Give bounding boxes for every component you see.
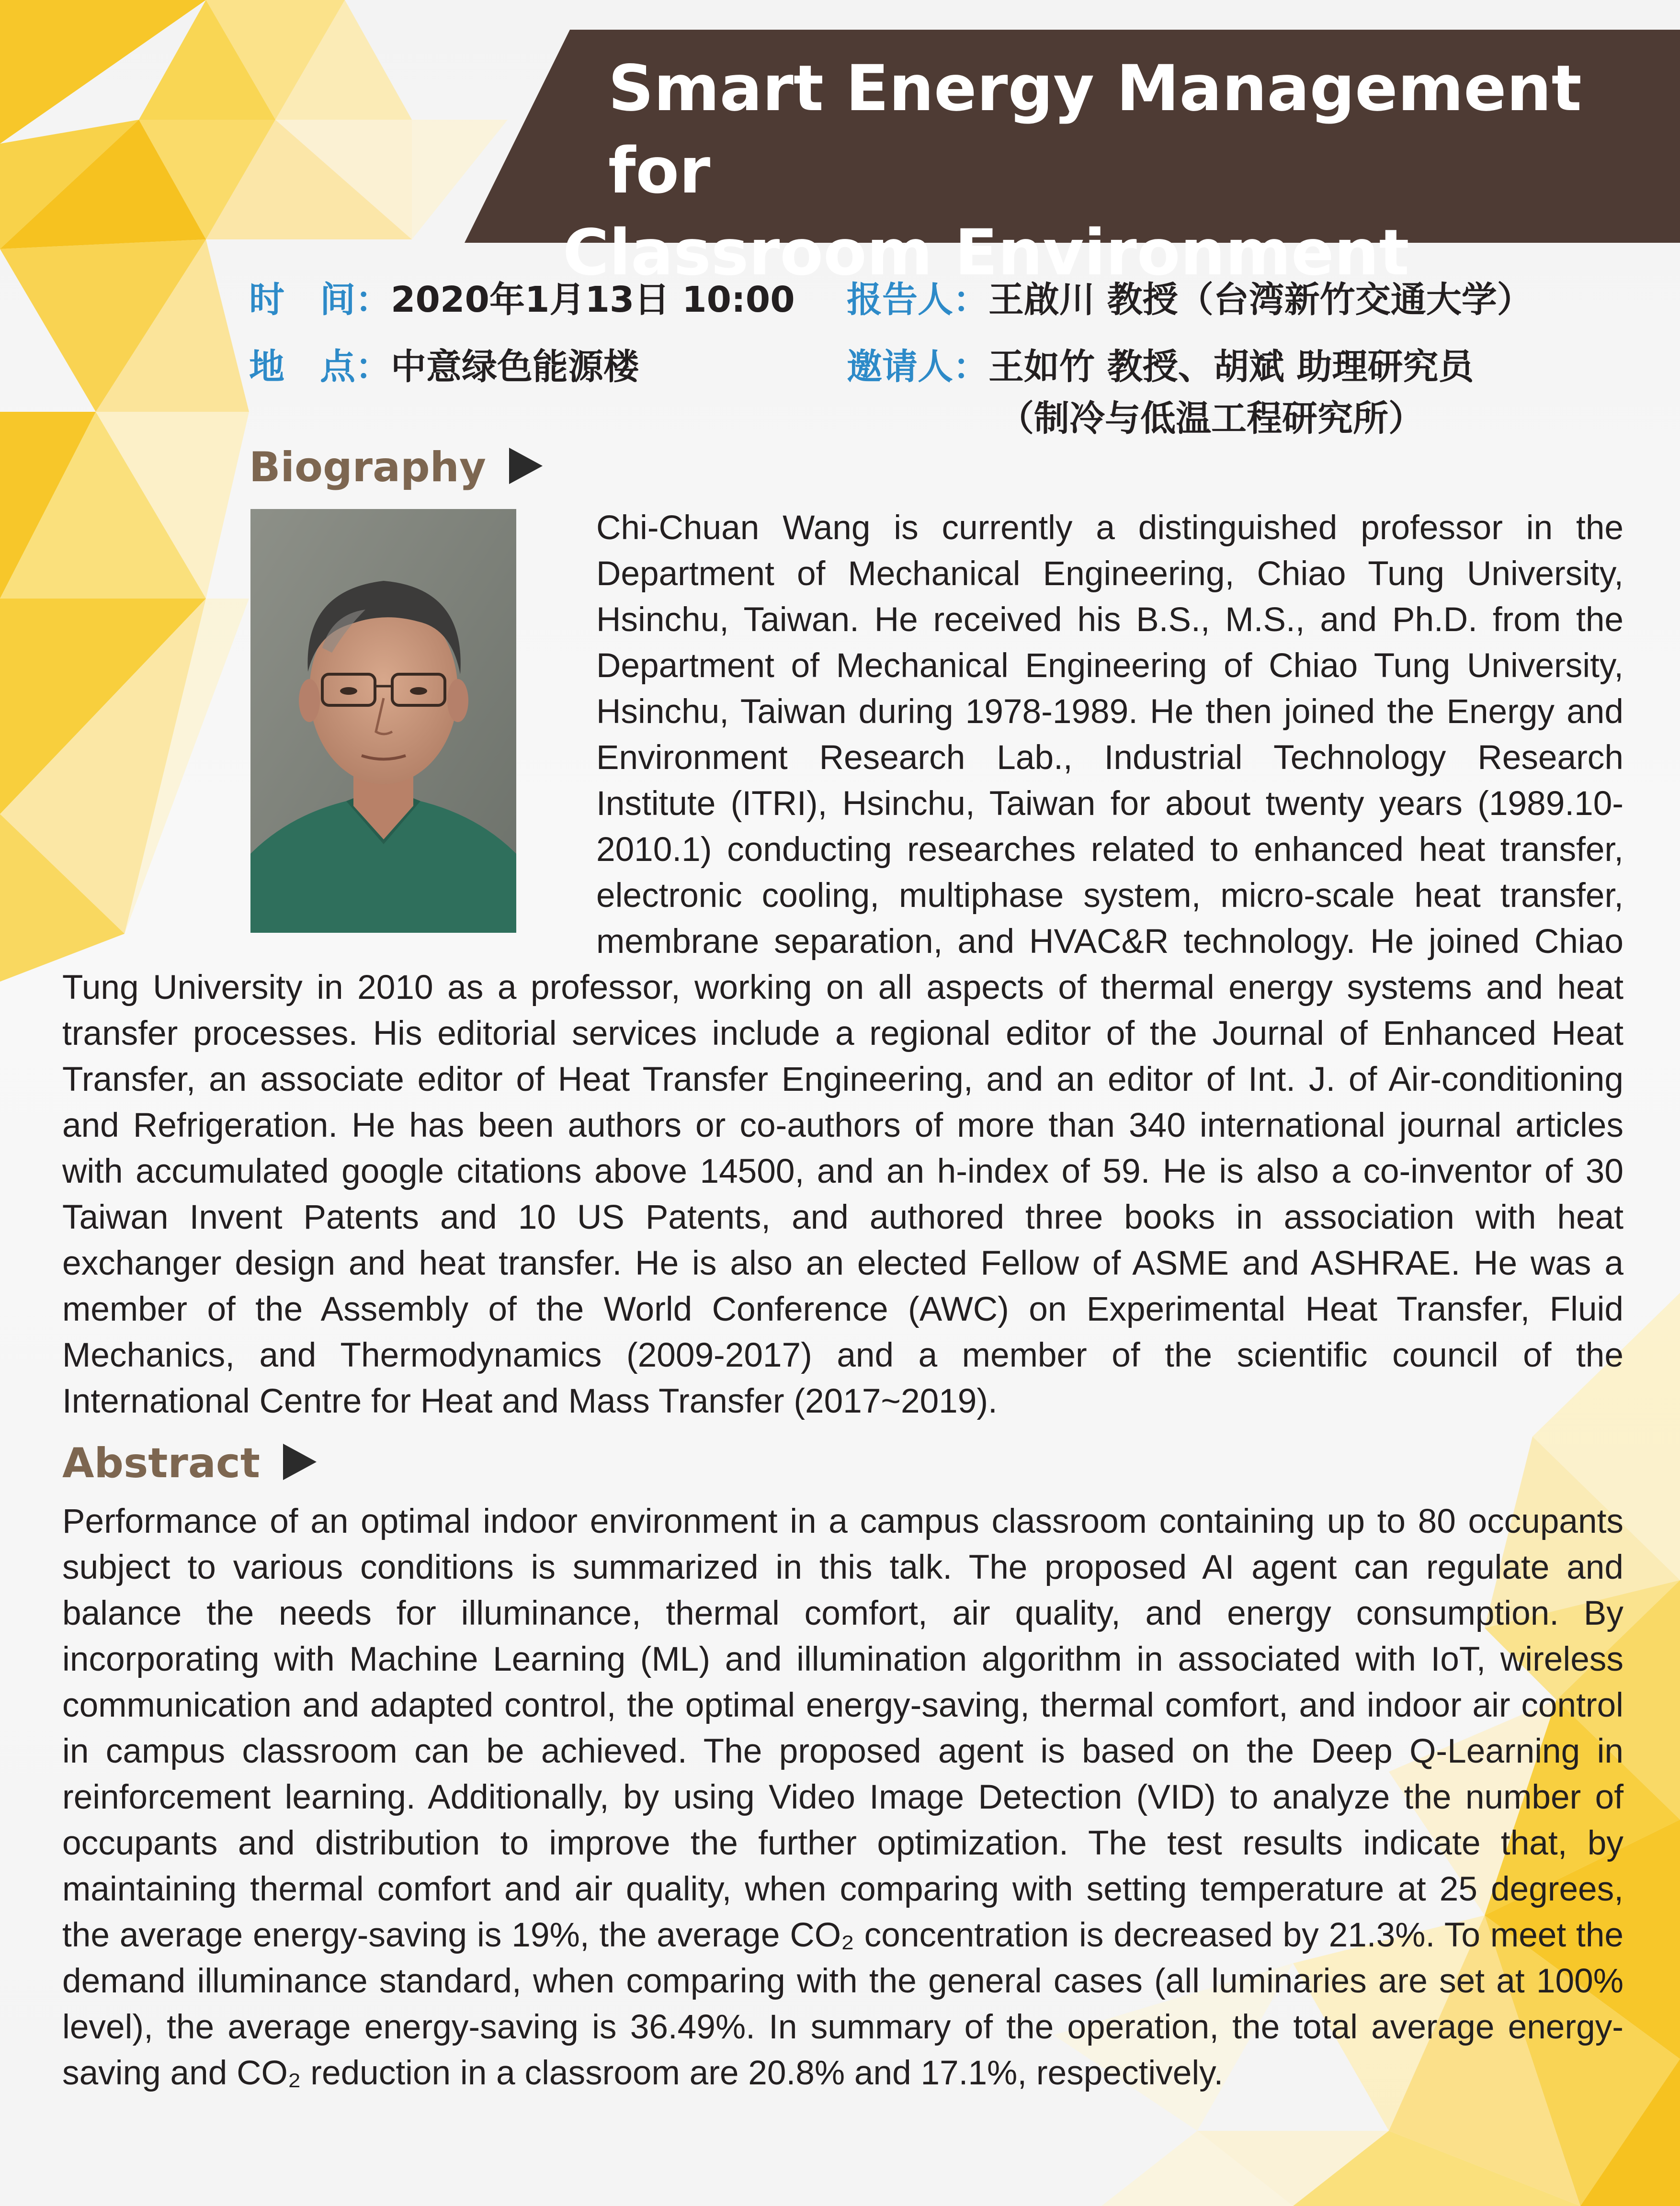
inviter-affiliation-row xyxy=(999,396,1424,441)
abstract-heading-label: Abstract xyxy=(62,1439,260,1487)
play-arrow-icon xyxy=(283,1444,317,1480)
title-line-1: Smart Energy Management for xyxy=(608,52,1582,208)
biography-text xyxy=(62,505,1623,1425)
speaker-row xyxy=(847,277,1532,323)
place-value: 中意绿色能源楼 xyxy=(391,346,639,387)
photo-spacer xyxy=(62,505,596,959)
inviter-value: 王如竹 教授、胡斌 助理研究员 xyxy=(988,346,1474,387)
biography-heading xyxy=(249,443,543,491)
play-arrow-icon xyxy=(509,448,543,484)
time-value: 2020年1月13日 10:00 xyxy=(391,279,795,320)
biography-heading-label: Biography xyxy=(249,443,486,491)
inviter-affiliation: （制冷与低温工程研究所） xyxy=(999,398,1424,439)
abstract-heading xyxy=(62,1439,317,1487)
place-label: 地 点： xyxy=(249,346,391,387)
inviter-label: 邀请人： xyxy=(847,346,988,387)
inviter-row xyxy=(847,344,1474,390)
speaker-value: 王啟川 教授（台湾新竹交通大学） xyxy=(988,279,1532,320)
title-line-2: Classroom Environment xyxy=(563,216,1409,290)
time-row xyxy=(249,277,795,323)
abstract-text: Performance of an optimal indoor environment in a campus classroom containing up to 80 occupants subject to various conditions is summarized in this talk. The proposed AI agent can regulate and balance the needs for illuminance, thermal comfort, air quality, and energy consumption. By incorporating with Machine Learning (ML) and illumination algorithm in associated with IoT, wireless communication and adapted control, the optimal energy-saving, thermal comfort, and indoor air control in campus classroom can be achieved. The proposed agent is based on the Deep Q-Learning in reinforcement learning. Additionally, by using Video Image Detection (VID) to analyze the number of occupants and distribution to improve the further optimization. The test results indicate that, by maintaining thermal comfort and air quality, when comparing with setting temperature at 25 degrees, the average energy-saving is 19%, the average CO₂ concentration is decreased by 21.3%. To meet the demand illuminance standard, when comparing with the general cases (all luminaries are set at 100% level), the average energy-saving is 36.49%. In summary of the operation, the total average energy-saving and CO₂ reduction in a classroom are 20.8% and 17.1%, respectively. xyxy=(62,1503,1623,2092)
time-label: 时 间： xyxy=(249,279,391,320)
speaker-label: 报告人： xyxy=(847,279,988,320)
page-title xyxy=(563,48,1655,294)
place-row xyxy=(249,344,639,390)
biography-paragraph: Chi-Chuan Wang is currently a distinguished professor in the Department of Mechanical Engineering, Chiao Tung University, Hsinchu, Taiwan. He received his B.S., M.S., and Ph.D. from the Department of Mechanical Engineering of Chiao Tung University, Hsinchu, Taiwan during 1978-1989. He then joined the Energy and Environment Research Lab., Industrial Technology Research Institute (ITRI), Hsinchu, Taiwan for about twenty years (1989.10-2010.1) conducting researches related to enhanced heat transfer, electronic cooling, multiphase system, micro-scale heat transfer, membrane separation, and HVAC&R technology. He joined Chiao Tung University in 2010 as a professor, working on all aspects of thermal energy systems and heat transfer processes. His editorial services include a regional editor of the Journal of Enhanced Heat Transfer, an associate editor of Heat Transfer Engineering, and an editor of Int. J. of Air-conditioning and Refrigeration. He has been authors or co-authors of more than 340 international journal articles with accumulated google citations above 14500, and an h-index of 59. He is also a co-inventor of 30 Taiwan Invent Patents and 10 US Patents, and authored three books in association with heat exchanger design and heat transfer. He is also an elected Fellow of ASME and ASHRAE. He was a member of the Assembly of the World Conference (AWC) on Experimental Heat Transfer, Fluid Mechanics, and Thermodynamics (2009-2017) and a member of the scientific council of the International Centre for Heat and Mass Transfer (2017~2019). xyxy=(62,509,1623,1420)
